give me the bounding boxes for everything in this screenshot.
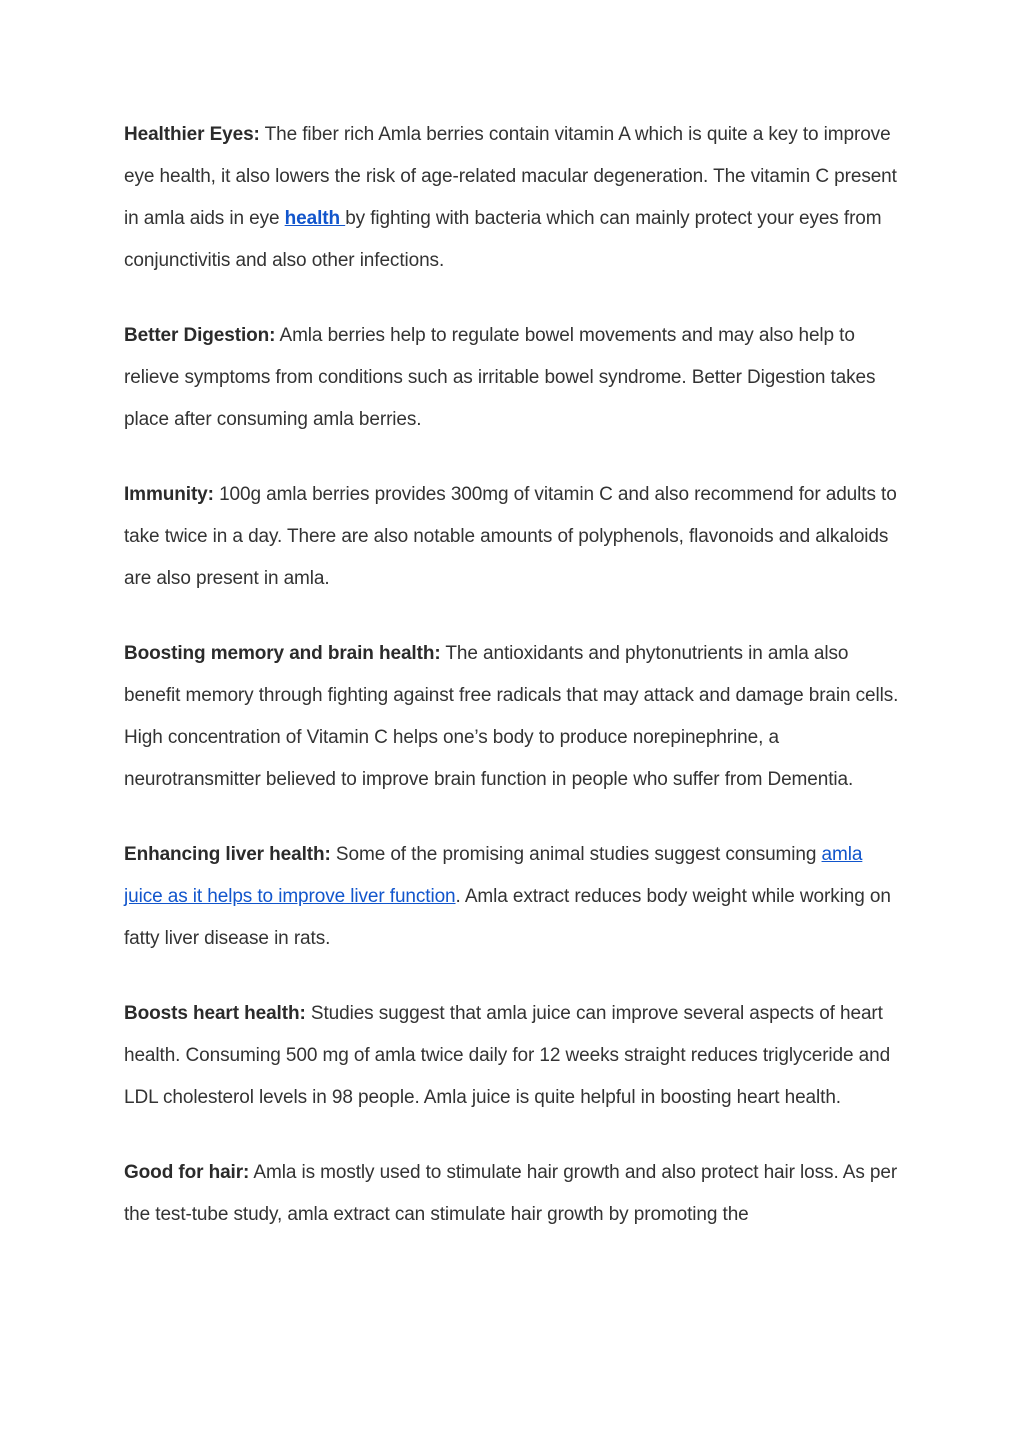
paragraph-liver-health: [124, 834, 904, 960]
paragraph-heading: Healthier Eyes:: [124, 124, 260, 145]
paragraph-heading: Better Digestion:: [124, 325, 276, 346]
paragraph-heading: Good for hair:: [124, 1162, 250, 1183]
paragraph-heading: Boosts heart health:: [124, 1003, 306, 1024]
paragraph-text: by fighting with bacteria which can mainly protect your eyes from conjunctivitis and also other infections.: [124, 208, 882, 271]
paragraph-text: . Amla extract reduces body weight while working on fatty liver disease in rats.: [124, 886, 891, 949]
paragraph-heading: Immunity:: [124, 484, 214, 505]
document-body: [124, 114, 904, 1269]
paragraph-heart-health: [124, 993, 904, 1119]
paragraph-text: Some of the promising animal studies suggest consuming: [330, 844, 822, 865]
paragraph-text: Studies suggest that amla juice can improve several aspects of heart health. Consuming 500 mg of amla twice daily for 12 weeks straight reduces triglyceride and LDL cholesterol levels in 98 people. Amla juice is quite helpful in boosting heart health.: [124, 1003, 891, 1108]
paragraph-good-for-hair: [124, 1152, 904, 1236]
paragraph-text: Amla berries help to regulate bowel movements and may also help to relieve symptoms from conditions such as irritable bowel syndrome. Better Digestion takes place after consuming amla berries.: [124, 325, 876, 430]
paragraph-memory-brain-health: [124, 633, 904, 801]
amla-juice-liver-link[interactable]: amla juice as it helps to improve liver function: [124, 844, 863, 907]
paragraph-text: 100g amla berries provides 300mg of vitamin C and also recommend for adults to take twice in a day. There are also notable amounts of polyphenols, flavonoids and alkaloids are also present in amla.: [124, 484, 897, 589]
paragraph-better-digestion: [124, 315, 904, 441]
paragraph-heading: Enhancing liver health:: [124, 844, 331, 865]
paragraph-heading: Boosting memory and brain health:: [124, 643, 441, 664]
paragraph-healthier-eyes: [124, 114, 904, 282]
paragraph-text: Amla is mostly used to stimulate hair growth and also protect hair loss. As per the test-tube study, amla extract can stimulate hair growth by promoting the: [124, 1162, 898, 1225]
paragraph-immunity: [124, 474, 904, 600]
paragraph-text: The antioxidants and phytonutrients in amla also benefit memory through fighting against free radicals that may attack and damage brain cells. High concentration of Vitamin C helps one’s body to produce norepinephrine, a neurotransmitter believed to improve brain function in people who suffer from Dementia.: [124, 643, 899, 790]
paragraph-text: The fiber rich Amla berries contain vitamin A which is quite a key to improve eye health, it also lowers the risk of age-related macular degeneration. The vitamin C present in amla aids in eye: [124, 124, 897, 229]
health-link[interactable]: health: [284, 208, 346, 229]
